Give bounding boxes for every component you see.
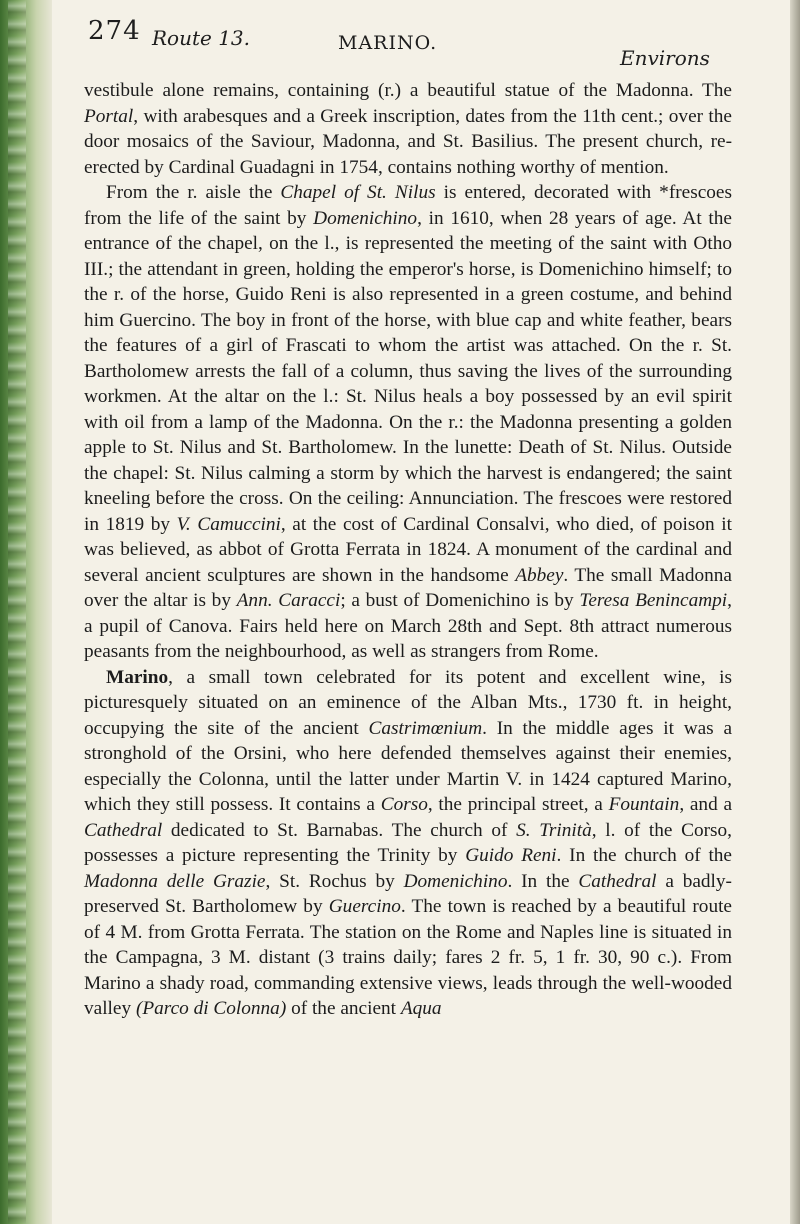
page-edge <box>790 0 800 1224</box>
route-label: Route 13. <box>152 26 251 50</box>
paragraph-chapel: From the r. aisle the Chapel of St. Nilus is entered, decorated with *frescoes from the life of the saint by Domenichino, in 1610, when 28 years of age. At the entrance of the chapel, on the l., is represented the meeting of the saint with Otho III.; the attendant in green, holding the emperor's horse, is Domenichino himself; to the r. of the horse, Guido Reni is also represented in a green costume, and behind him Guercino. The boy in front of the horse, with blue cap and white feather, bears the features of a girl of Frascati to whom the artist was attached. On the r. St. Bartholomew arrests the fall of a column, thus saving the lives of the surrounding workmen. At the altar on the l.: St. Nilus heals a boy possessed by an evil spirit with oil from a lamp of the Madonna. On the r.: the Madonna presenting a golden apple to St. Nilus and St. Bartholomew. In the lunette: Death of St. Nilus. Outside the chapel: St. Nilus calming a storm by which the harvest is endangered; the saint kneeling before the cross. On the ceiling: Annunciation. The frescoes were restored in 1819 by V. Camuccini, at the cost of Cardinal Consalvi, who died, of poison it was believed, as abbot of Grotta Ferrata in 1824. A monument of the cardinal and several ancient sculptures are shown in the handsome Abbey. The small Madonna over the altar is by Ann. Caracci; a bust of Domenichino is by Teresa Benincampi, a pupil of Canova. Fairs held here on March 28th and Sept. 8th attract numerous peasants from the neighbourhood, as well as strangers from Rome. <box>84 182 732 662</box>
paragraph-vestibule: vestibule alone remains, containing (r.) a beautiful statue of the Madonna. The Portal, with arabesques and a Greek inscription, dates from the 11th cent.; over the door mosaics of the Saviour, Madonna, and St. Basilius. The present church, re-erected by Cardinal Guadagni in 1754, contains nothing worthy of mention. <box>84 80 732 178</box>
paragraph-marino: Marino, a small town celebrated for its potent and excellent wine, is picturesquely situated on an eminence of the Alban Mts., 1730 ft. in height, occupying the site of the ancient Castrimœnium. In the middle ages it was a stronghold of the Orsini, who here defended themselves against their enemies, especially the Colonna, until the latter under Martin V. in 1424 captured Marino, which they still possess. It contains a Corso, the principal street, a Fountain, and a Cathedral dedicated to St. Barnabas. The church of S. Trinità, l. of the Corso, possesses a picture representing the Trinity by Guido Reni. In the church of the Madonna delle Grazie, St. Rochus by Domenichino. In the Cathedral a badly-preserved St. Bartholomew by Guercino. The town is reached by a beautiful route of 4 M. from Grotta Ferrata. The station on the Rome and Naples line is situated in the Campagna, 3 M. distant (3 trains daily; fares 2 fr. 5, 1 fr. 30, 90 c.). From Marino a shady road, commanding extensive views, leads through the well-wooded valley (Parco di Colonna) of the ancient Aqua <box>84 666 733 1019</box>
header-title: MARINO. <box>338 32 438 54</box>
page-number: 274 <box>88 16 141 46</box>
book-spine-shadow <box>0 0 52 1224</box>
section-label: Environs <box>620 46 710 70</box>
running-header <box>88 10 728 74</box>
page-body <box>84 78 732 1022</box>
